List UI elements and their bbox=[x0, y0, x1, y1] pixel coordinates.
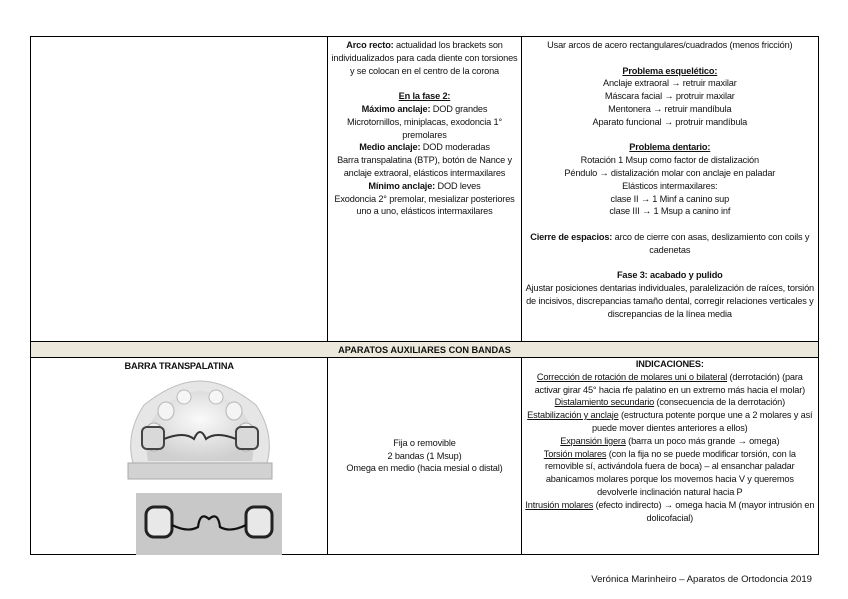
text-line bbox=[525, 116, 815, 129]
text-line bbox=[525, 409, 815, 435]
body-text: (estructura potente porque une a 2 molares y así puede mover dientes anteriores a ellos) bbox=[592, 410, 813, 433]
underlined-text: Intrusión molares bbox=[525, 499, 594, 510]
row1-col2 bbox=[328, 37, 521, 342]
body-text: (consecuencia de la derrotación) bbox=[654, 397, 786, 408]
text-line bbox=[525, 141, 815, 154]
body-text: (derrotación) (para activar girar 45° hacia rfe palatino en un extremo más hacia el molar) bbox=[534, 371, 806, 395]
text-line bbox=[331, 77, 517, 90]
bold-text: Cierre de espacios: bbox=[530, 231, 613, 242]
text-line bbox=[525, 358, 815, 371]
body-text: (efecto indirecto) → omega hacia M (mayor intrusión en dolicofacial) bbox=[593, 499, 815, 523]
text-line bbox=[525, 499, 815, 525]
body-text: Fija o removible bbox=[393, 437, 456, 448]
bold-text: Medio anclaje: bbox=[359, 142, 421, 153]
body-text: DOD grandes bbox=[430, 103, 488, 114]
text-line bbox=[525, 257, 815, 270]
text-line bbox=[525, 396, 815, 409]
body-text: Aparato funcional → protruir mandíbula bbox=[592, 116, 748, 127]
section-header-row bbox=[31, 342, 819, 358]
text-line bbox=[525, 231, 815, 257]
text-line bbox=[525, 39, 815, 52]
ortho-table bbox=[30, 36, 819, 555]
row1-col3 bbox=[521, 37, 818, 342]
text-line bbox=[525, 435, 815, 448]
text-line bbox=[525, 371, 815, 397]
text-line bbox=[328, 450, 520, 463]
body-text: Omega en medio (hacia mesial o distal) bbox=[346, 463, 503, 474]
body-text: DOD moderadas bbox=[420, 142, 490, 153]
body-text: (barra un poco más grande → omega) bbox=[625, 435, 780, 446]
text-line bbox=[331, 141, 517, 154]
body-text: 2 bandas (1 Msup) bbox=[387, 450, 462, 461]
text-line bbox=[331, 180, 517, 193]
barra-title: BARRA TRANSPALATINA bbox=[124, 361, 234, 371]
underlined-text: Problema dentario: bbox=[629, 142, 711, 153]
text-line bbox=[525, 193, 815, 206]
row-transpalatal bbox=[31, 358, 819, 555]
body-text: Rotación 1 Msup como factor de distalización bbox=[580, 155, 759, 166]
body-text: clase II → 1 Minf a canino sup bbox=[610, 193, 730, 204]
footer-credit: Verónica Marinheiro – Aparatos de Ortodoncia 2019 bbox=[591, 574, 812, 585]
text-line bbox=[525, 218, 815, 231]
underlined-text: Torsión molares bbox=[543, 448, 607, 459]
text-line bbox=[525, 154, 815, 167]
transpalatal-bar-closeup-image bbox=[136, 493, 282, 555]
body-text: Microtornillos, miniplacas, exodoncia 1° premolares bbox=[347, 116, 502, 140]
body-text: DOD leves bbox=[435, 180, 481, 191]
text-line bbox=[331, 116, 517, 142]
body-text: Exodoncia 2° premolar, mesializar posteriores uno a uno, elásticos intermaxilares bbox=[334, 193, 515, 217]
body-text: Elásticos intermaxilares: bbox=[622, 180, 718, 191]
text-line bbox=[331, 103, 517, 116]
text-line bbox=[525, 90, 815, 103]
text-line bbox=[525, 205, 815, 218]
body-text: clase III → 1 Msup a canino inf bbox=[609, 206, 731, 217]
underlined-text: Distalamiento secundario bbox=[554, 397, 655, 408]
text-line bbox=[525, 103, 815, 116]
bold-text: Arco recto: bbox=[346, 40, 394, 50]
body-text: actualidad los brackets son individualizados para cada diente con torsiones y se colocan en el centro de la corona bbox=[331, 40, 518, 76]
text-line bbox=[525, 167, 815, 180]
body-text: Péndulo → distalización molar con anclaje en paladar bbox=[564, 167, 776, 178]
body-text: Anclaje extraoral → retruir maxilar bbox=[602, 78, 737, 89]
text-line bbox=[525, 65, 815, 78]
bold-text: Mínimo anclaje: bbox=[368, 180, 436, 191]
underlined-text: Expansión ligera bbox=[560, 435, 626, 446]
text-line bbox=[328, 437, 520, 450]
text-line bbox=[525, 180, 815, 193]
underlined-text: Problema esquelético: bbox=[622, 65, 718, 76]
text-line bbox=[525, 129, 815, 142]
body-text: arco de cierre con asas, deslizamiento con coils y cadenetas bbox=[612, 231, 810, 255]
text-line bbox=[525, 282, 815, 320]
text-line bbox=[328, 462, 520, 475]
text-line bbox=[525, 269, 815, 282]
row1-col1-empty bbox=[31, 37, 328, 342]
body-text: (con la fija no se puede modificar torsión, con la removible sí, activándola fuera de boca) – al ensanchar paladar abanicamos molares porque los movemos hacia V y queremos devolverle inclinación natural hacia P bbox=[545, 448, 796, 497]
row2-col1 bbox=[31, 358, 328, 555]
text-line bbox=[331, 90, 517, 103]
text-line bbox=[525, 52, 815, 65]
text-line bbox=[525, 448, 815, 499]
row-phase bbox=[31, 37, 819, 342]
underlined-text: Estabilización y anclaje bbox=[527, 410, 619, 421]
section-header: APARATOS AUXILIARES CON BANDAS bbox=[31, 342, 819, 358]
body-text: Barra transpalatina (BTP), botón de Nance y anclaje extraoral, elásticos intermaxilares bbox=[337, 155, 512, 178]
text-line bbox=[525, 77, 815, 90]
text-line bbox=[331, 193, 517, 219]
bold-text: Máximo anclaje: bbox=[361, 103, 431, 114]
body-text: Ajustar posiciones dentarias individuales, paralelización de raíces, torsión de incisivos, discrepancias tamaño dental, corregir relaciones verticales y discrepancias de la línea media bbox=[525, 283, 814, 319]
bold-text: INDICACIONES: bbox=[635, 359, 704, 369]
text-line bbox=[331, 154, 517, 180]
row2-col3 bbox=[521, 358, 818, 555]
row2-col2 bbox=[328, 358, 521, 555]
underlined-text: En la fase 2: bbox=[398, 91, 451, 102]
text-line bbox=[331, 39, 517, 77]
underlined-text: Corrección de rotación de molares uni o bilateral bbox=[536, 371, 728, 382]
body-text: Máscara facial → protruir maxilar bbox=[604, 91, 735, 102]
transpalatal-bar-model-image bbox=[114, 375, 286, 481]
body-text: Usar arcos de acero rectangulares/cuadrados (menos fricción) bbox=[547, 40, 793, 50]
body-text: Mentonera → retruir mandíbula bbox=[608, 103, 732, 114]
bold-text: Fase 3: acabado y pulido bbox=[616, 270, 723, 281]
